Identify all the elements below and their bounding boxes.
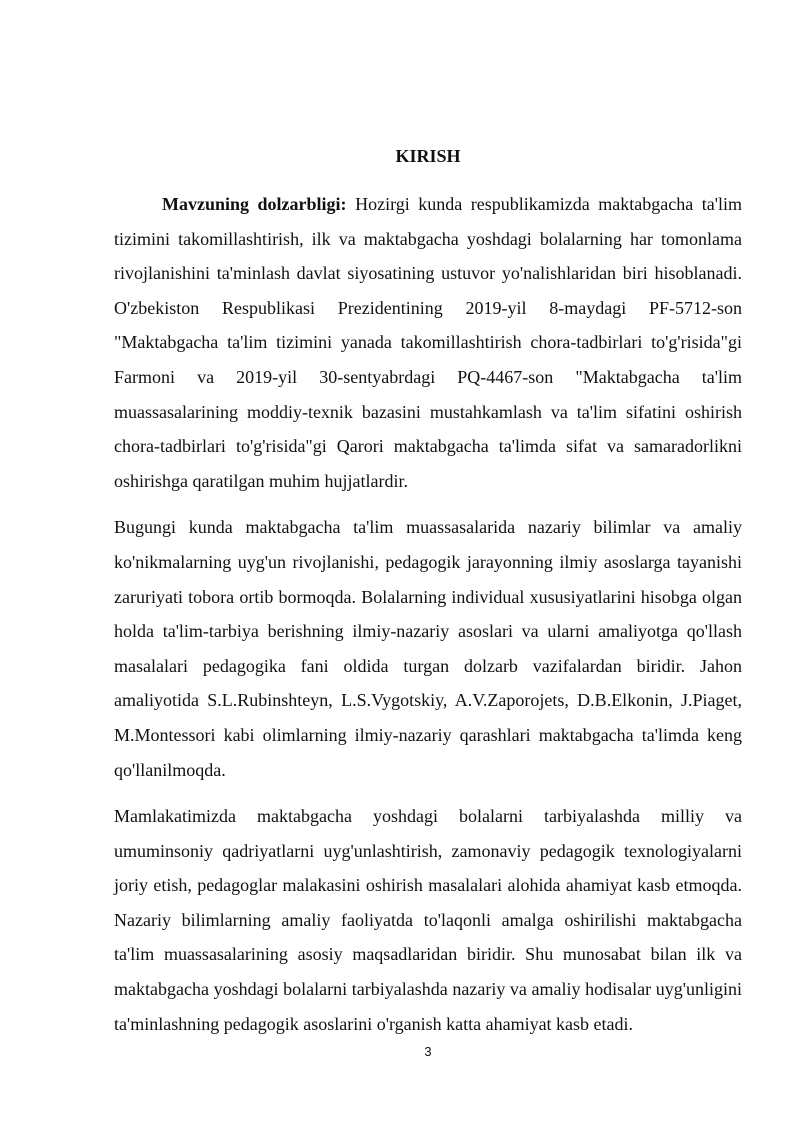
paragraph-text: Bugungi kunda maktabgacha ta'lim muassasalarida nazariy bilimlar va amaliy ko'nikmalarning uyg'un rivojlanishi, pedagogik jarayonning ilmiy asoslarga tayanishi zaruriyati tobora ortib bormoqda. Bolalarning individual xususiyatlarini hisobga olgan holda ta'lim-tarbiya berishning ilmiy-nazariy asoslari va ularni amaliyotga qo'llash masalalari pedagogika fani oldida turgan dolzarb vazifalardan biridir. Jahon amaliyotida S.L.Rubinshteyn, L.S.Vygotskiy, A.V.Zaporojets, D.B.Elkonin, J.Piaget, M.Montessori kabi olimlarning ilmiy-nazariy qarashlari maktabgacha ta'limda keng qo'llanilmoqda. — [114, 517, 742, 780]
section-heading: KIRISH — [395, 146, 461, 166]
paragraph-text: Mamlakatimizda maktabgacha yoshdagi bolalarni tarbiyalashda milliy va umuminsoniy qadriyatlarni uyg'unlashtirish, zamonaviy pedagogik texnologiyalarni joriy etish, pedagoglar malakasini oshirish masalalari alohida ahamiyat kasb etmoqda. Nazariy bilimlarning amaliy faoliyatda to'laqonli amalga oshirilishi maktabgacha ta'lim muassasalarining asosiy maqsadlaridan biridir. Shu munosabat bilan ilk va maktabgacha yoshdagi bolalarni tarbiyalashda nazariy va amaliy hodisalar uyg'unligini ta'minlashning pedagogik asoslarini o'rganish katta ahamiyat kasb etadi. — [114, 806, 742, 1034]
paragraph-national-values — [114, 799, 742, 1041]
page-number: 3 — [424, 1044, 432, 1059]
document-body — [114, 187, 742, 1053]
paragraph-lead: Mavzuning dolzarbligi: — [162, 194, 347, 214]
paragraph-relevance — [114, 187, 742, 498]
paragraph-text: Hozirgi kunda respublikamizda maktabgacha ta'lim tizimini takomillashtirish, ilk va maktabgacha yoshdagi bolalarning har tomonlama rivojlanishini ta'minlash davlat siyosatining ustuvor yo'nalishlaridan biri hisoblanadi. O'zbekiston Respublikasi Prezidentining 2019-yil 8-maydagi PF-5712-son "Maktabgacha ta'lim tizimini yanada takomillashtirish chora-tadbirlari to'g'risida"gi Farmoni va 2019-yil 30-sentyabrdagi PQ-4467-son "Maktabgacha ta'lim muassasalarining moddiy-texnik bazasini mustahkamlash va ta'lim sifatini oshirish chora-tadbirlari to'g'risida"gi Qarori maktabgacha ta'limda sifat va samaradorlikni oshirishga qaratilgan muhim hujjatlardir. — [114, 194, 742, 491]
paragraph-theory-practice — [114, 510, 742, 787]
